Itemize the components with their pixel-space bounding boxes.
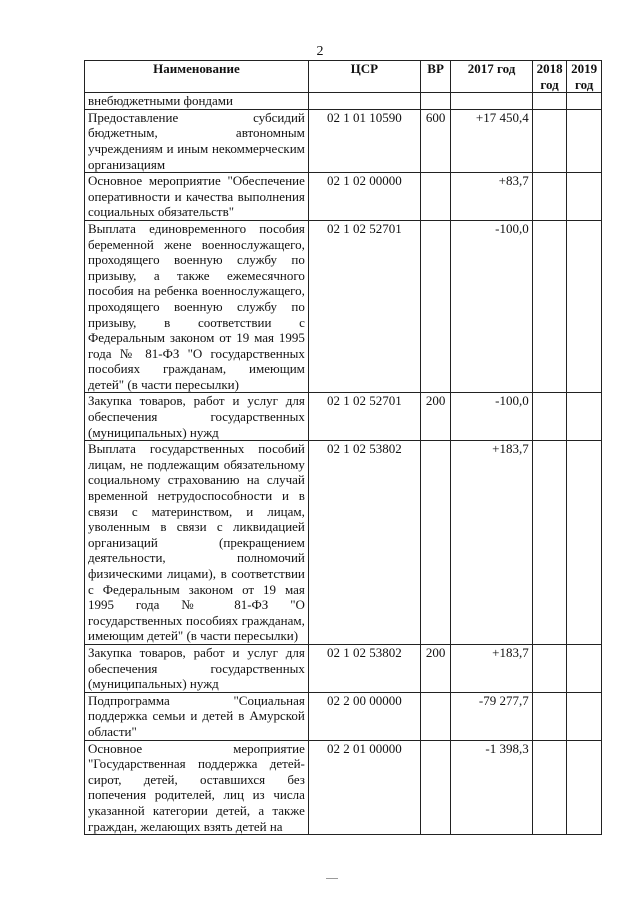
row-vr bbox=[420, 740, 451, 835]
row-name: Предоставление субсидий бюджетным, автономным учреждениям и иным некоммерческим организациям bbox=[85, 109, 309, 172]
table-row bbox=[85, 644, 602, 692]
header-2019: 2019 год bbox=[567, 61, 602, 93]
scan-artifact bbox=[326, 878, 338, 879]
row-csr: 02 1 02 53802 bbox=[308, 644, 420, 692]
row-csr: 02 1 02 52701 bbox=[308, 220, 420, 393]
row-name: Основное мероприятие "Обеспечение оперативности и качества выполнения социальных обязательств" bbox=[85, 173, 309, 221]
table-row bbox=[85, 692, 602, 740]
header-2018: 2018 год bbox=[532, 61, 567, 93]
table-row bbox=[85, 441, 602, 645]
row-vr bbox=[420, 93, 451, 110]
row-2017: -100,0 bbox=[451, 220, 532, 393]
row-2017: -100,0 bbox=[451, 393, 532, 441]
row-2018 bbox=[532, 441, 567, 645]
row-name: внебюджетными фондами bbox=[85, 93, 309, 110]
row-2019 bbox=[567, 173, 602, 221]
row-vr bbox=[420, 173, 451, 221]
row-vr: 200 bbox=[420, 393, 451, 441]
row-2019 bbox=[567, 393, 602, 441]
row-name: Основное мероприятие "Государственная поддержка детей-сирот, детей, оставшихся без попечения родителей, лиц из числа указанной категории детей, а также граждан, желающих взять детей на bbox=[85, 740, 309, 835]
header-2017: 2017 год bbox=[451, 61, 532, 93]
row-2018 bbox=[532, 644, 567, 692]
row-2017 bbox=[451, 93, 532, 110]
row-2018 bbox=[532, 393, 567, 441]
row-2017: +17 450,4 bbox=[451, 109, 532, 172]
row-name: Закупка товаров, работ и услуг для обеспечения государственных (муниципальных) нужд bbox=[85, 393, 309, 441]
table-row bbox=[85, 393, 602, 441]
header-vr: ВР bbox=[420, 61, 451, 93]
row-2018 bbox=[532, 740, 567, 835]
row-2017: -79 277,7 bbox=[451, 692, 532, 740]
row-2019 bbox=[567, 220, 602, 393]
row-name: Подпрограмма "Социальная поддержка семьи и детей в Амурской области" bbox=[85, 692, 309, 740]
row-csr: 02 2 00 00000 bbox=[308, 692, 420, 740]
row-name: Закупка товаров, работ и услуг для обеспечения государственных (муниципальных) нужд bbox=[85, 644, 309, 692]
row-vr bbox=[420, 692, 451, 740]
table-header-row bbox=[85, 61, 602, 93]
table-row bbox=[85, 173, 602, 221]
row-csr: 02 1 02 53802 bbox=[308, 441, 420, 645]
row-2019 bbox=[567, 109, 602, 172]
row-name: Выплата государственных пособий лицам, не подлежащим обязательному социальному страхованию на случай временной нетрудоспособности и в связи с материнством, и лицам, уволенным в связи с ликвидацией организаций (прекращением деятельности, полномочий физическими лицами), в соответствии с Федеральным законом от 19 мая 1995 года № 81-ФЗ "О государственных пособиях гражданам, имеющим детей" (в части пересылки) bbox=[85, 441, 309, 645]
row-2019 bbox=[567, 93, 602, 110]
table-row bbox=[85, 220, 602, 393]
table-row bbox=[85, 93, 602, 110]
row-2018 bbox=[532, 220, 567, 393]
row-2017: +183,7 bbox=[451, 441, 532, 645]
row-2019 bbox=[567, 644, 602, 692]
row-csr: 02 1 01 10590 bbox=[308, 109, 420, 172]
row-2017: +183,7 bbox=[451, 644, 532, 692]
row-csr bbox=[308, 93, 420, 110]
row-name: Выплата единовременного пособия беременной жене военнослужащего, проходящего военную службу по призыву, а также ежемесячного пособия на ребенка военнослужащего, проходящего военную службу по призыву, в соответствии с Федеральным законом от 19 мая 1995 года № 81-ФЗ "О государственных пособиях гражданам, имеющим детей" (в части пересылки) bbox=[85, 220, 309, 393]
row-2017: +83,7 bbox=[451, 173, 532, 221]
row-2018 bbox=[532, 692, 567, 740]
row-2019 bbox=[567, 441, 602, 645]
header-name: Наименование bbox=[85, 61, 309, 93]
row-csr: 02 1 02 00000 bbox=[308, 173, 420, 221]
row-vr: 200 bbox=[420, 644, 451, 692]
page-number: 2 bbox=[316, 44, 324, 59]
row-2017: -1 398,3 bbox=[451, 740, 532, 835]
row-vr bbox=[420, 220, 451, 393]
row-vr: 600 bbox=[420, 109, 451, 172]
table-row bbox=[85, 109, 602, 172]
row-2018 bbox=[532, 93, 567, 110]
row-csr: 02 2 01 00000 bbox=[308, 740, 420, 835]
row-2018 bbox=[532, 173, 567, 221]
row-2019 bbox=[567, 692, 602, 740]
row-2019 bbox=[567, 740, 602, 835]
table-row bbox=[85, 740, 602, 835]
budget-table bbox=[84, 60, 602, 835]
row-csr: 02 1 02 52701 bbox=[308, 393, 420, 441]
row-2018 bbox=[532, 109, 567, 172]
header-csr: ЦСР bbox=[308, 61, 420, 93]
row-vr bbox=[420, 441, 451, 645]
